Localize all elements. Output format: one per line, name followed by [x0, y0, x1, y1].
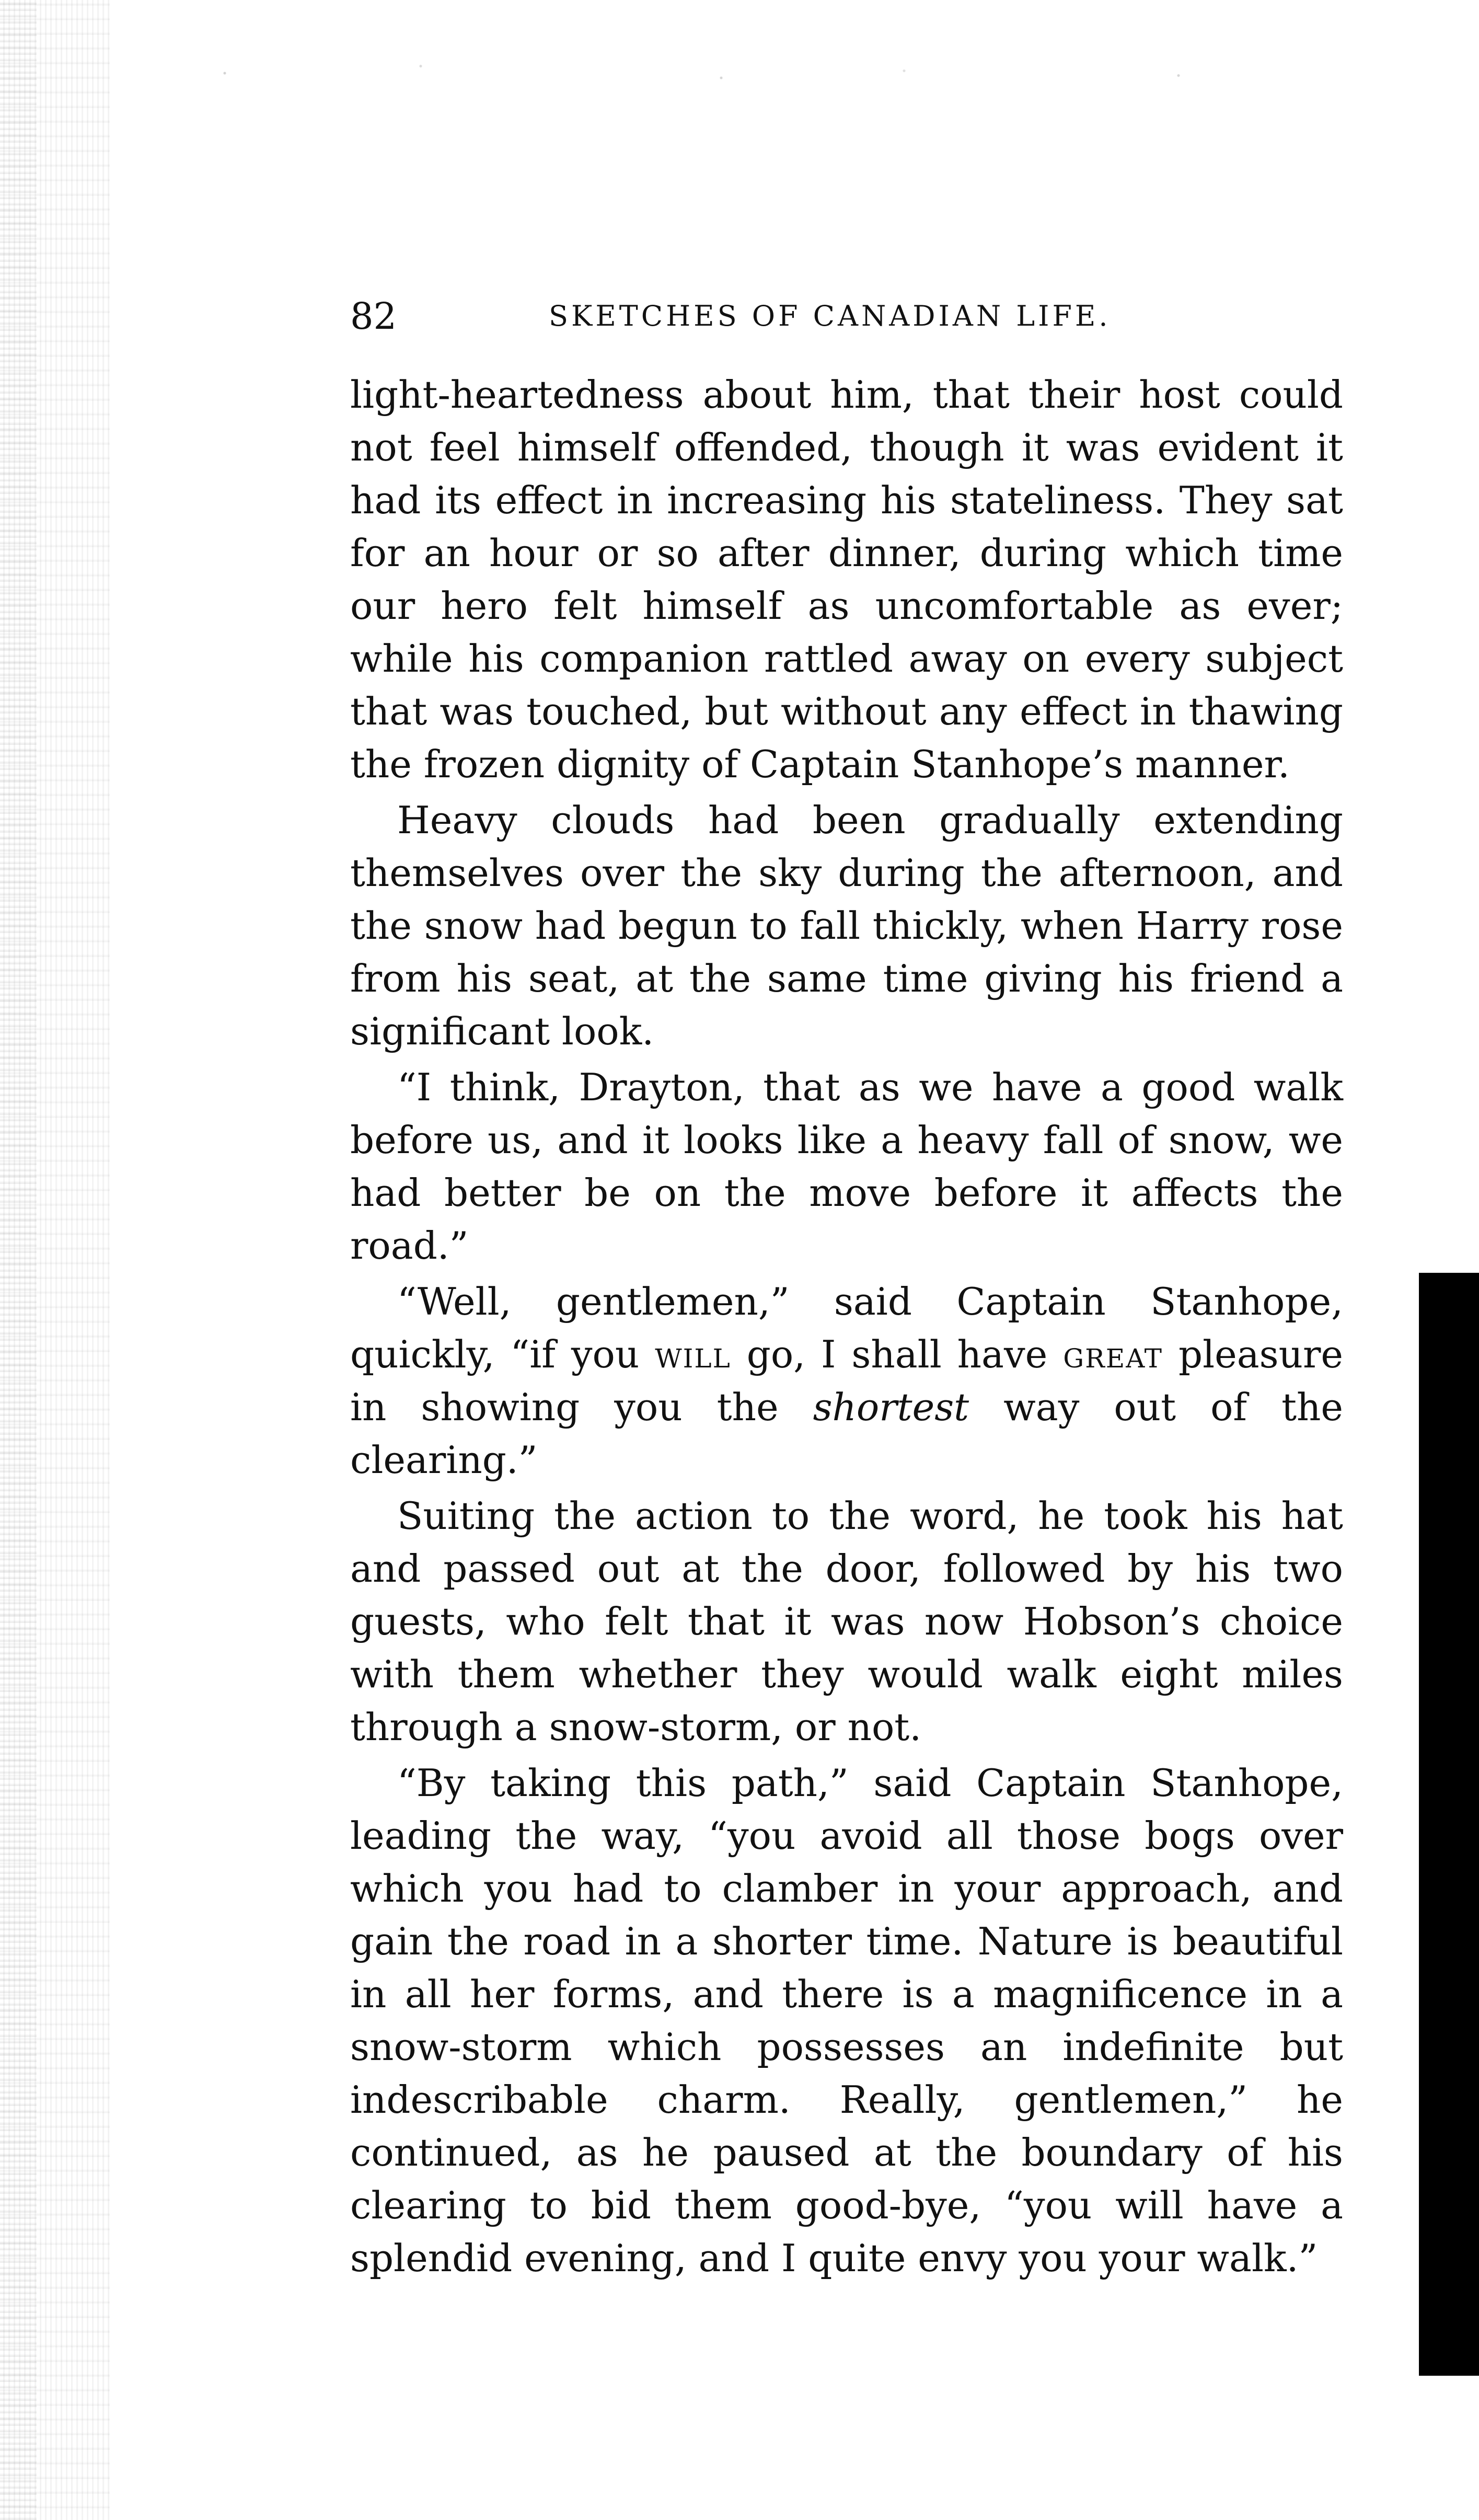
paragraph-3: “I think, Drayton, that as we have a good walk before us, and it looks like a heavy fall of snow, we had better be on the move before it affects the road.”	[350, 1065, 1343, 1268]
paragraph-1: light-heartedness about him, that their host could not feel himself offended, though it was evident it had its effect in increasing his stateliness. They sat for an hour or so after dinner, during which time our hero felt himself as uncomfortable as ever; while his companion rattled away on every subject that was touched, but without any effect in thawing the frozen dignity of Captain Stanhope’s manner.	[350, 373, 1343, 786]
paragraph-4	[350, 1275, 1343, 1487]
body-text	[350, 369, 1343, 2285]
paragraph-4-part-4: way out of the clearing.”	[350, 1385, 1343, 1482]
small-caps-will: will	[655, 1332, 731, 1376]
italic-shortest: shortest	[813, 1385, 969, 1429]
paragraph-4-part-2: go, I shall have	[731, 1332, 1064, 1376]
paragraph-6: “By taking this path,” said Captain Stanhope, leading the way, “you avoid all those bogs over which you had to clamber in your approach, and gain the road in a shorter time. Nature is beautiful in all her forms, and there is a magnificence in a snow-storm which possesses an indefinite but indescribable charm. Really, gentlemen,” he continued, as he paused at the boundary of his clearing to bid them good-bye, “you will have a splendid evening, and I quite envy you your walk.”	[350, 1761, 1343, 2280]
page-number: 82	[350, 295, 397, 338]
paragraph-4-part-1: “Well, gentlemen,” said Captain Stanhope, quickly, “if you	[350, 1280, 1343, 1376]
paragraph-2: Heavy clouds had been gradually extending themselves over the sky during the afternoon, and the snow had begun to fall thickly, when Harry rose from his seat, at the same time giving his friend a significant look.	[350, 798, 1343, 1053]
small-caps-great: great	[1063, 1332, 1163, 1376]
running-title: SKETCHES OF CANADIAN LIFE.	[549, 300, 1111, 332]
running-header	[350, 293, 1343, 340]
scan-left-edge-artifacts	[0, 0, 110, 2520]
scan-top-specks	[94, 50, 1401, 97]
scan-right-edge-dark-strip	[1419, 1273, 1479, 2376]
paragraph-5: Suiting the action to the word, he took his hat and passed out at the door, followed by his two guests, who felt that it was now Hobson’s choice with them whether they would walk eight miles through a snow-storm, or not.	[350, 1494, 1343, 1749]
paragraph-4-part-3: pleasure in showing you the	[350, 1332, 1343, 1429]
